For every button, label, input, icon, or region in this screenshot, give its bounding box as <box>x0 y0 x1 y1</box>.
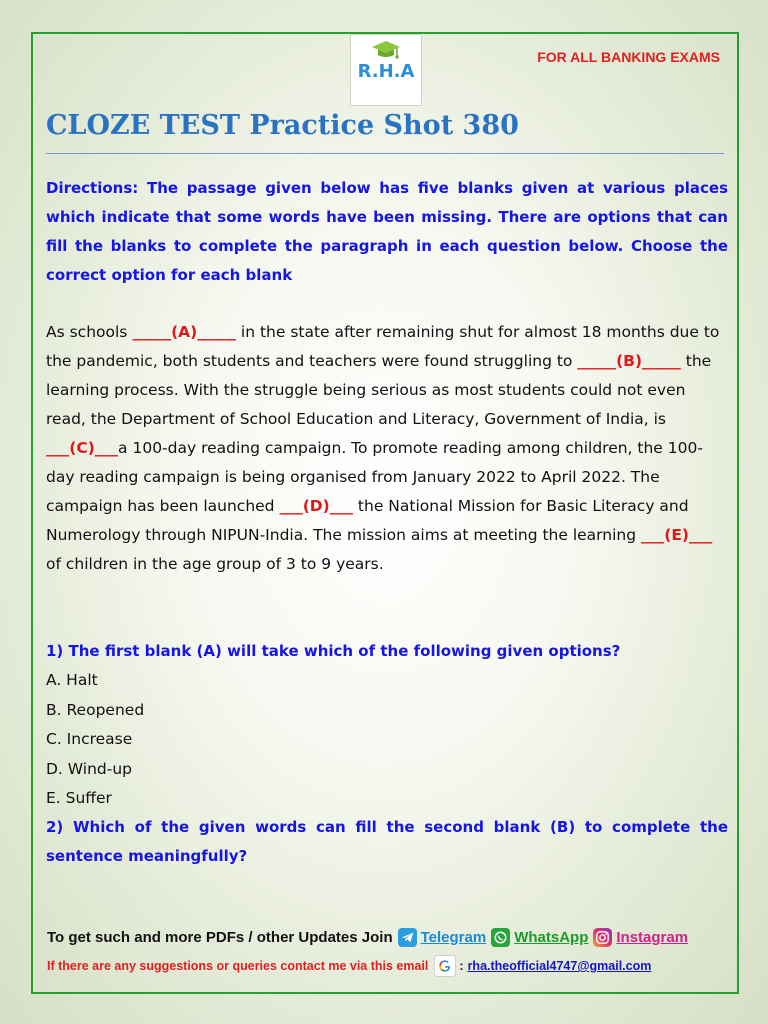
question-1: 1) The first blank (A) will take which of the following given options? <box>46 642 621 660</box>
whatsapp-link[interactable]: WhatsApp <box>514 929 589 946</box>
cloze-passage <box>46 318 728 579</box>
passage-text: of children in the age group of 3 to 9 years. <box>46 555 384 573</box>
directions-text: Directions: The passage given below has five blanks given at various places which indicate that some words have been missing. There are options that can fill the blanks to complete the paragraph in each question below. Choose the correct option for each blank <box>46 179 728 284</box>
passage-text: the learning process. With the struggle being serious as most students could not even read, the Department of School Education and Literacy, Government of India, is <box>46 352 712 428</box>
contact-line <box>47 955 651 977</box>
instagram-link[interactable]: Instagram <box>616 929 689 946</box>
blank-b: _____(B)_____ <box>577 352 681 370</box>
blank-c: ___(C)___ <box>46 439 119 457</box>
blank-e: ___(E)___ <box>641 526 713 544</box>
social-links-line <box>47 928 688 947</box>
logo-text: R.H.A <box>357 61 415 82</box>
question-2: 2) Which of the given words can fill the second blank (B) to complete the sentence meaningfully? <box>46 818 728 865</box>
join-text: To get such and more PDFs / other Updates Join <box>47 929 393 946</box>
passage-text: a 100-day reading campaign. To promote reading among children, the 100-day reading campaign is being organised from January 2022 to April 2022. The campaign has been launched <box>46 439 703 515</box>
contact-colon: : <box>459 959 464 973</box>
instagram-icon <box>593 928 612 947</box>
page-title: CLOZE TEST Practice Shot 380 <box>46 110 519 141</box>
email-link[interactable]: rha.theofficial4747@gmail.com <box>467 959 652 973</box>
blank-d: ___(D)___ <box>279 497 353 515</box>
whatsapp-icon <box>491 928 510 947</box>
option-a: A. Halt <box>46 671 98 689</box>
telegram-icon <box>398 928 417 947</box>
blank-a: _____(A)_____ <box>132 323 236 341</box>
telegram-link[interactable]: Telegram <box>420 929 487 946</box>
title-divider <box>46 153 724 154</box>
contact-text: If there are any suggestions or queries contact me via this email <box>47 959 429 973</box>
option-d: D. Wind-up <box>46 759 132 778</box>
question-1-options <box>46 666 144 814</box>
graduation-cap-icon <box>371 39 401 61</box>
exam-tag: FOR ALL BANKING EXAMS <box>537 49 720 65</box>
passage-text: As schools <box>46 323 133 341</box>
rha-logo <box>350 34 422 106</box>
passage-text: the National Mission for Basic Literacy and Numerology through NIPUN-India. The mission aims at meeting the learning <box>46 497 689 544</box>
option-e: E. Suffer <box>46 789 112 807</box>
google-icon <box>434 955 456 977</box>
option-c: C. Increase <box>46 730 133 748</box>
option-b: B. Reopened <box>46 700 145 719</box>
passage-text: in the state after remaining shut for almost 18 months due to the pandemic, both students and teachers were found struggling to <box>46 323 720 370</box>
